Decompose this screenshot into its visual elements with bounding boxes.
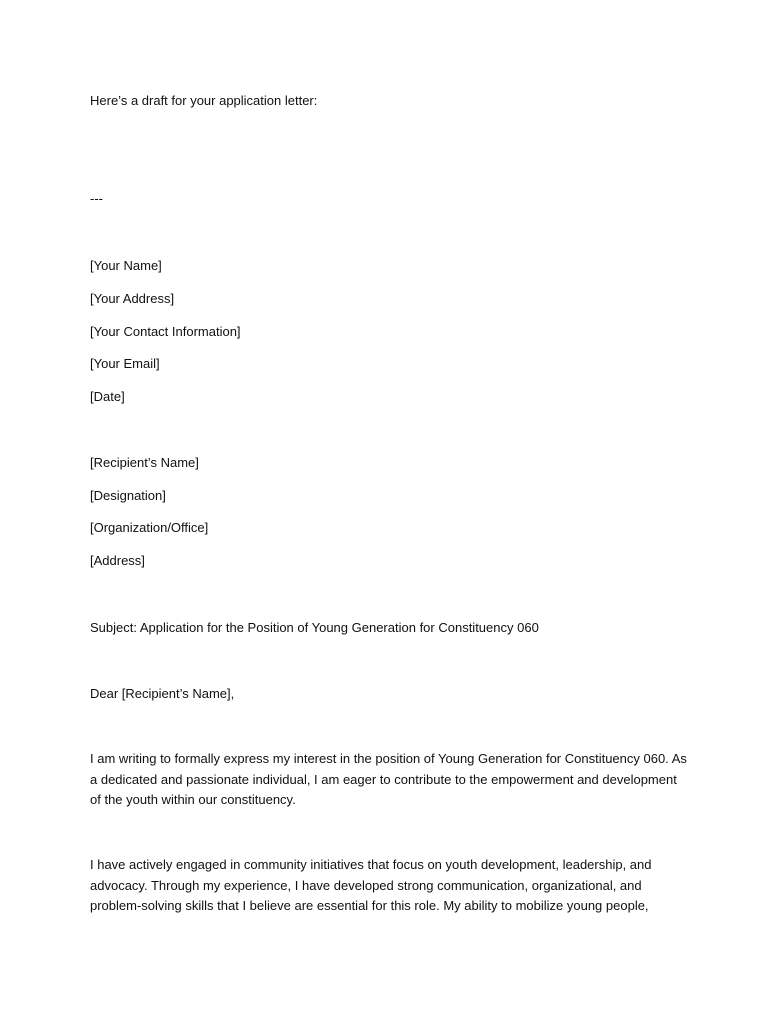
recipient-name: [Recipient’s Name] (90, 455, 199, 470)
recipient-address: [Address] (90, 553, 145, 568)
separator: --- (90, 191, 103, 206)
recipient-organization: [Organization/Office] (90, 520, 209, 535)
sender-contact: [Your Contact Information] (90, 324, 241, 339)
salutation: Dear [Recipient’s Name], (90, 686, 235, 701)
sender-address: [Your Address] (90, 291, 175, 306)
letter-subject: Subject: Application for the Position of Young Generation for Constituency 060 (90, 620, 539, 635)
sender-email: [Your Email] (90, 356, 160, 371)
letter-date: [Date] (90, 389, 125, 404)
body-paragraph-2: I have actively engaged in community initiatives that focus on youth development, leadership, and advocacy. Through my experience, I have developed strong communication, organizational, and problem-solving skills that I believe are essential for this role. My ability to mobilize young people, (90, 857, 652, 913)
recipient-designation: [Designation] (90, 488, 166, 503)
intro-text: Here’s a draft for your application letter: (90, 93, 318, 108)
body-paragraph-1: I am writing to formally express my interest in the position of Young Generation for Constituency 060. As a dedicated and passionate individual, I am eager to contribute to the empowerment and development of the youth within our constituency. (90, 751, 687, 807)
sender-name: [Your Name] (90, 258, 162, 273)
